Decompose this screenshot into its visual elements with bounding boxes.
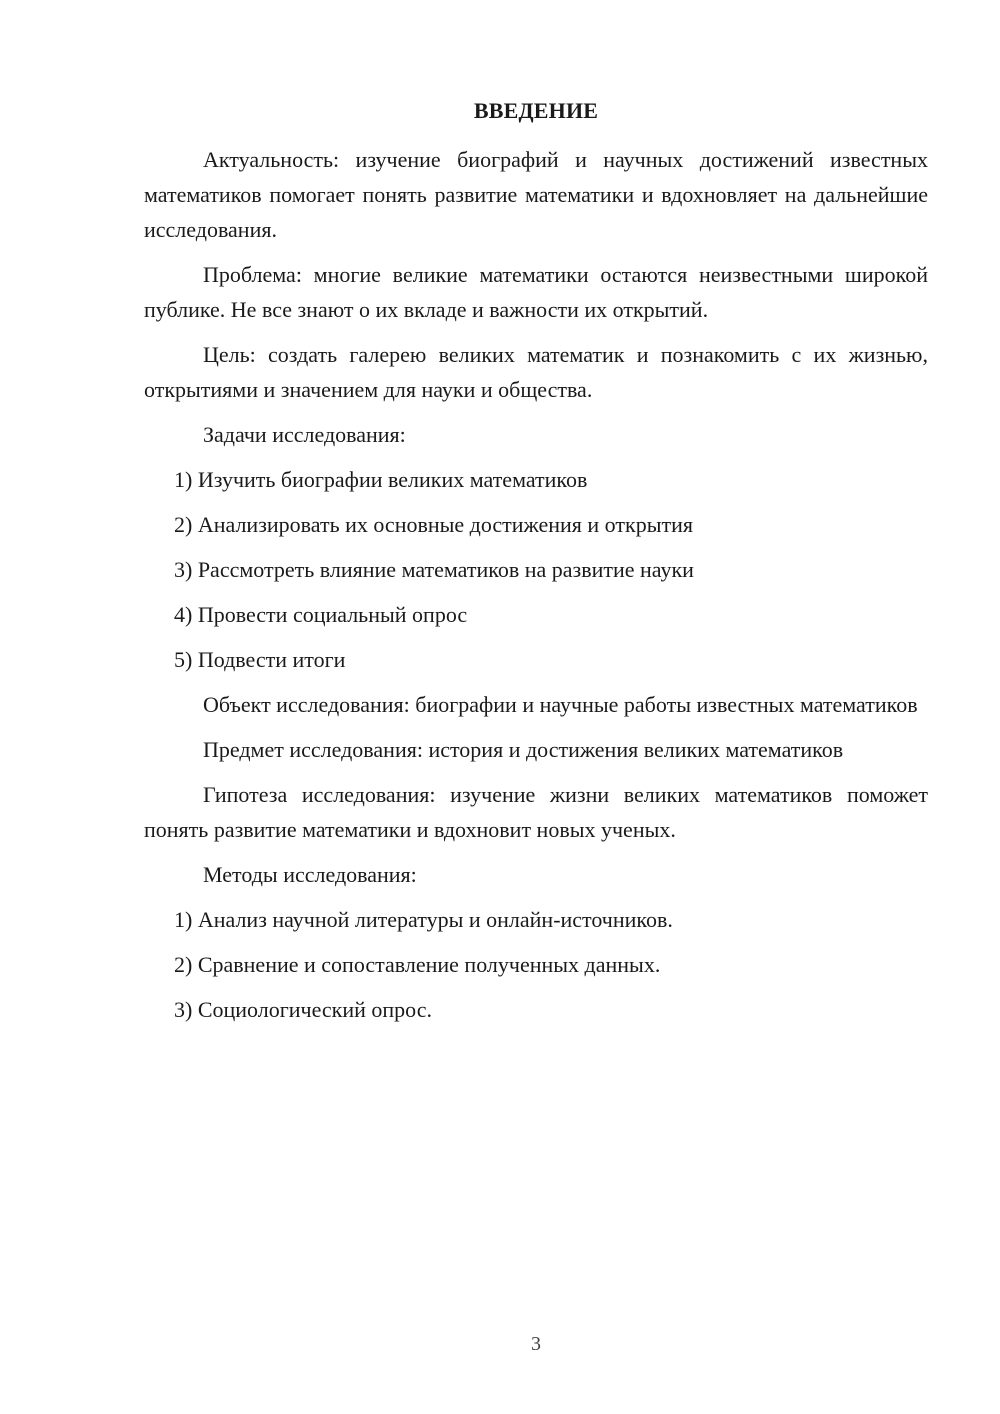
task-item: 1) Изучить биографии великих математиков <box>174 467 588 492</box>
page-title: ВВЕДЕНИЕ <box>473 98 599 123</box>
problem-paragraph: Проблема: многие великие математики остаются неизвестными широкой публике. Не все знают о их вкладе и важности их открытий. <box>144 262 928 322</box>
page-number: 3 <box>531 1333 541 1355</box>
relevance-paragraph: Актуальность: изучение биографий и научных достижений известных математиков помогает понять развитие математики и вдохновляет на дальнейшие исследования. <box>144 147 928 242</box>
method-item: 1) Анализ научной литературы и онлайн-источников. <box>174 907 673 932</box>
task-item: 5) Подвести итоги <box>174 647 346 672</box>
subject-paragraph: Предмет исследования: история и достижения великих математиков <box>203 737 844 762</box>
hypothesis-paragraph: Гипотеза исследования: изучение жизни великих математиков поможет понять развитие математики и вдохновит новых ученых. <box>144 782 928 842</box>
task-item: 2) Анализировать их основные достижения и открытия <box>174 512 693 537</box>
methods-heading: Методы исследования: <box>203 862 417 887</box>
task-item: 3) Рассмотреть влияние математиков на развитие науки <box>174 557 694 582</box>
method-item: 3) Социологический опрос. <box>174 997 432 1022</box>
task-item: 4) Провести социальный опрос <box>174 602 468 627</box>
method-item: 2) Сравнение и сопоставление полученных данных. <box>174 952 661 977</box>
goal-paragraph: Цель: создать галерею великих математик и познакомить с их жизнью, открытиями и значением для науки и общества. <box>144 342 928 402</box>
tasks-heading: Задачи исследования: <box>203 422 406 447</box>
document-page <box>144 96 928 1037</box>
object-paragraph: Объект исследования: биографии и научные работы известных математиков <box>203 692 918 717</box>
